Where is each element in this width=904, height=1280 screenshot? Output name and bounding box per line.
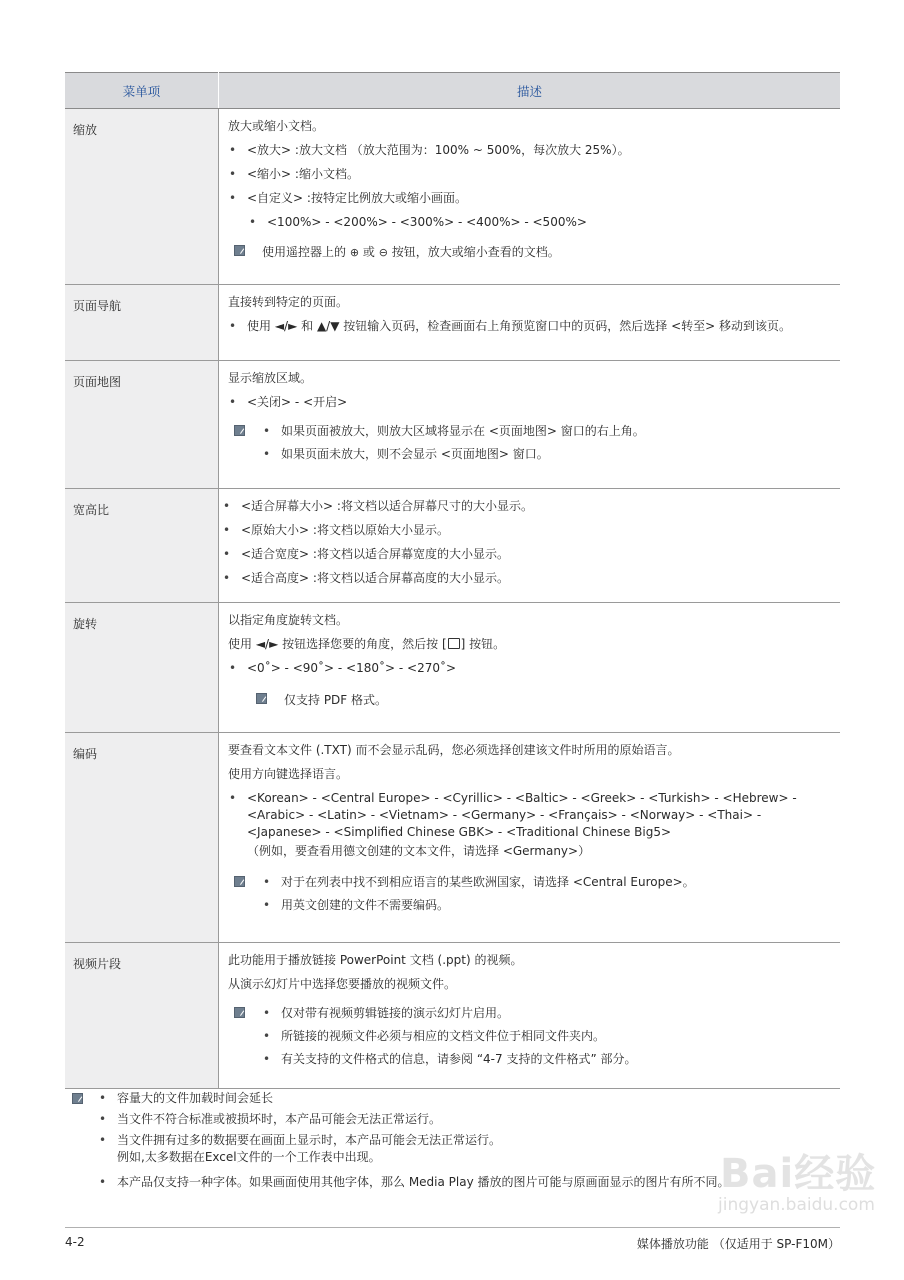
note-block: [228, 423, 830, 463]
table-row: [65, 109, 840, 285]
bullet-item: • <关闭> - <开启>: [228, 394, 830, 411]
row-name-video: 视频片段: [65, 943, 219, 1089]
row-desc-zoom: [219, 109, 841, 285]
footer-divider: [65, 1227, 840, 1228]
table-header-row: [65, 73, 840, 109]
bullet-item: • <放大> :放大文档 （放大范围为：100% ~ 500%，每次放大 25%）。: [228, 142, 830, 159]
note-bullet: • 如果页面未放大，则不会显示 <页面地图> 窗口。: [262, 446, 830, 463]
row-name-encoding: 编码: [65, 733, 219, 943]
table-row: [65, 361, 840, 489]
note-bullet: • 仅对带有视频剪辑链接的演示幻灯片启用。: [262, 1005, 830, 1022]
table-row: [65, 733, 840, 943]
desc-line: 使用方向键选择语言。: [228, 767, 349, 781]
note-block: [228, 874, 830, 914]
watermark-url: jingyan.baidu.com: [718, 1195, 875, 1215]
watermark-logo: Bai经验: [720, 1151, 877, 1197]
note-icon: [234, 425, 245, 436]
desc-line: [228, 636, 830, 653]
desc-intro: 以指定角度旋转文档。: [228, 613, 349, 627]
note-text-pre: 使用遥控器上的: [262, 245, 347, 259]
note-text: 仅支持 PDF 格式。: [284, 693, 388, 707]
note-text-post: 按钮，放大或缩小查看的文档。: [391, 245, 560, 259]
bullet-item: • <0˚> - <90˚> - <180˚> - <270˚>: [228, 660, 830, 677]
row-desc-page-nav: [219, 285, 841, 361]
note-bullet: • 用英文创建的文件不需要编码。: [262, 897, 830, 914]
note-block: [228, 243, 830, 260]
row-name-page-map: 页面地图: [65, 361, 219, 489]
desc-line: 从演示幻灯片中选择您要播放的视频文件。: [228, 977, 457, 991]
note-bullet: • 当文件不符合标准或被损坏时，本产品可能会无法正常运行。: [98, 1111, 852, 1128]
table-row: [65, 603, 840, 733]
row-desc-page-map: [219, 361, 841, 489]
row-desc-encoding: [219, 733, 841, 943]
desc-intro: 放大或缩小文档。: [228, 119, 325, 133]
zoom-out-icon: ⊖: [378, 246, 388, 259]
note-text: 例如,太多数据在Excel文件的一个工作表中出现。: [117, 1150, 381, 1164]
menu-table: [65, 72, 840, 1089]
bullet-item: • <原始大小> :将文档以原始大小显示。: [222, 522, 830, 539]
desc-intro: 直接转到特定的页面。: [228, 295, 349, 309]
sub-bullet-item: • <100%> - <200%> - <300%> - <400%> - <500%>: [248, 214, 830, 231]
note-bullet: • 如果页面被放大，则放大区域将显示在 <页面地图> 窗口的右上角。: [262, 423, 830, 440]
bullet-item: • 使用 ◄/► 和 ▲/▼ 按钮输入页码，检查画面右上角预览窗口中的页码，然后选择 <转至> 移动到该页。: [228, 318, 830, 335]
note-icon: [256, 693, 267, 704]
rotate-text-pre: 使用 ◄/► 按钮选择您要的角度，然后按 [: [228, 637, 447, 651]
desc-intro: 要查看文本文件 (.TXT) 而不会显示乱码，您必须选择创建该文件时所用的原始语言。: [228, 743, 680, 757]
desc-intro: 显示缩放区域。: [228, 371, 313, 385]
row-name-aspect: 宽高比: [65, 489, 219, 603]
note-icon: [72, 1093, 83, 1104]
header-description: 描述: [219, 73, 841, 109]
bullet-item: • <自定义> :按特定比例放大或缩小画面。: [228, 190, 830, 207]
note-icon: [234, 245, 245, 256]
note-bullet: • 容量大的文件加载时间会延长: [98, 1090, 852, 1107]
bullet-item: • <适合屏幕大小> :将文档以适合屏幕尺寸的大小显示。: [222, 498, 830, 515]
desc-intro: 此功能用于播放链接 PowerPoint 文档 (.ppt) 的视频。: [228, 953, 523, 967]
table-row: [65, 943, 840, 1089]
note-bullet: • 对于在列表中找不到相应语言的某些欧洲国家，请选择 <Central Europe>。: [262, 874, 830, 891]
row-desc-aspect: [219, 489, 841, 603]
row-name-zoom: 缩放: [65, 109, 219, 285]
table-row: [65, 489, 840, 603]
language-list: <Korean> - <Central Europe> - <Cyrillic> - <Baltic> - <Greek> - <Turkish> - <Hebrew> - <Arabic> - <Latin> - <Vietnam> - <Germany> - <Français> - <Norway> - <Thai> - <Japanese> - <Simplified Chinese GBK> - <Traditional Chinese Big5>: [247, 791, 797, 839]
page-number: 4-2: [65, 1235, 85, 1249]
example-line: （例如，要查看用德文创建的文本文件，请选择 <Germany>）: [247, 844, 591, 858]
enter-button-icon: [448, 638, 460, 649]
note-block: [228, 1005, 830, 1068]
note-text: • 当文件拥有过多的数据要在画面上显示时，本产品可能会无法正常运行。: [117, 1133, 502, 1147]
row-desc-rotate: [219, 603, 841, 733]
note-bullet: • 所链接的视频文件必须与相应的文档文件位于相同文件夹内。: [262, 1028, 830, 1045]
bullet-item: [228, 790, 830, 841]
rotate-text-post: ] 按钮。: [460, 637, 506, 651]
chapter-title: 媒体播放功能 （仅适用于 SP-F10M）: [636, 1237, 840, 1251]
row-name-page-nav: 页面导航: [65, 285, 219, 361]
note-icon: [234, 1007, 245, 1018]
table-row: [65, 285, 840, 361]
note-block: [228, 691, 830, 708]
note-bullet: • 本产品仅支持一种字体。如果画面使用其他字体，那么 Media Play 播放的图片可能与原画面显示的图片有所不同。: [98, 1174, 852, 1191]
bullet-item: • <缩小> :缩小文档。: [228, 166, 830, 183]
header-menu-item: 菜单项: [65, 73, 219, 109]
note-text-or: 或: [362, 245, 375, 259]
bullet-item: • <适合高度> :将文档以适合屏幕高度的大小显示。: [222, 570, 830, 587]
row-desc-video: [219, 943, 841, 1089]
note-bullet: • 有关支持的文件格式的信息，请参阅 “4-7 支持的文件格式” 部分。: [262, 1051, 830, 1068]
row-name-rotate: 旋转: [65, 603, 219, 733]
note-icon: [234, 876, 245, 887]
bullet-item: • <适合宽度> :将文档以适合屏幕宽度的大小显示。: [222, 546, 830, 563]
zoom-in-icon: ⊕: [349, 246, 360, 259]
